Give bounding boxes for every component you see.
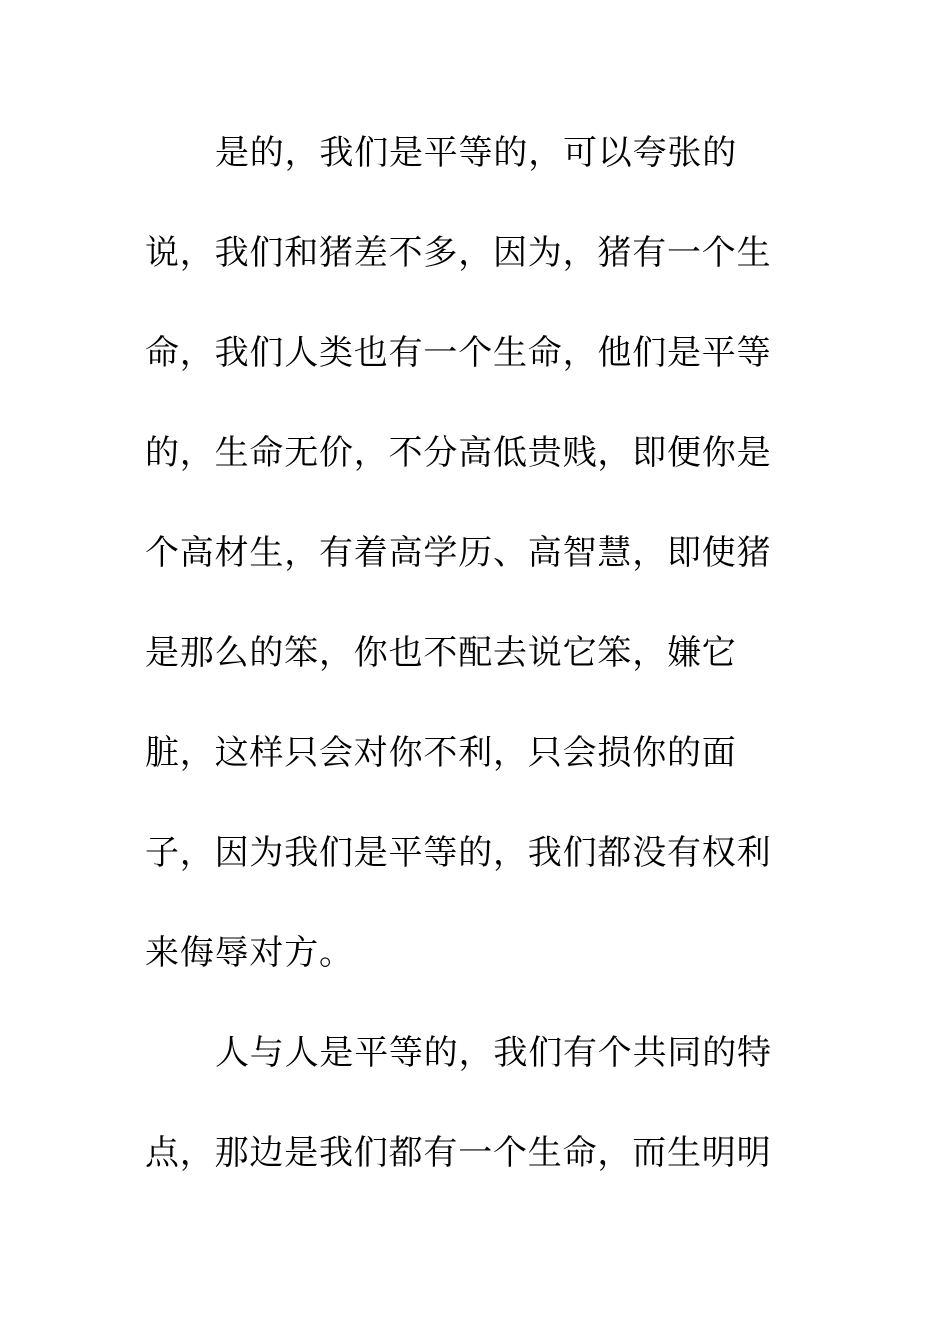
paragraph-2: 人与人是平等的，我们有个共同的特点，那边是我们都有一个生命，而生明明 — [145, 1033, 772, 1173]
paragraph-1: 是的，我们是平等的，可以夸张的说，我们和猪差不多，因为，猪有一个生命，我们人类也有一个生命，他们是平等的，生命无价，不分高低贵贱，即便你是个高材生，有着高学历、高智慧，即使猪是那么的笨，你也不配去说它笨，嫌它脏，这样只会对你不利，只会损你的面子，因为我们是平等的，我们都没有权利来侮辱对方。 — [145, 133, 772, 973]
